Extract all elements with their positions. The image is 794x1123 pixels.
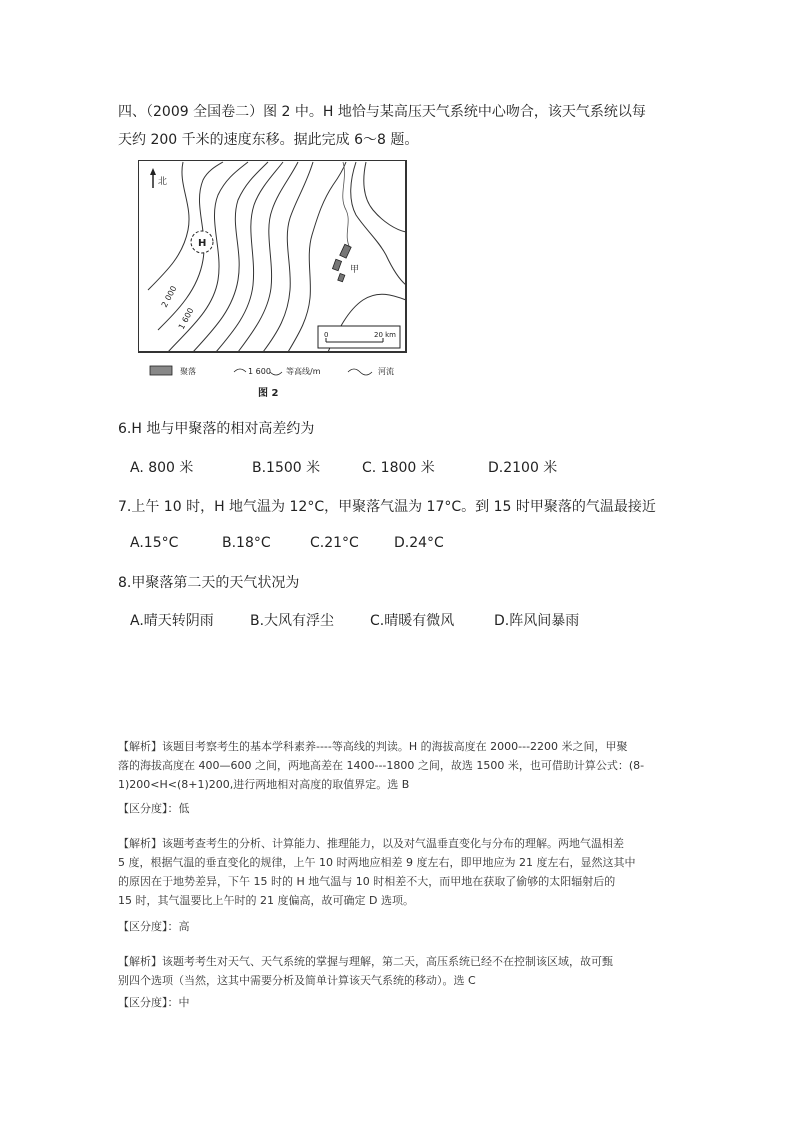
analysis-line: 15 时，其气温要比上午时的 21 度偏高，故可确定 D 选项。 <box>118 894 414 907</box>
q8-option-c[interactable]: C.晴暖有微风 <box>370 613 455 629</box>
settlement-jia <box>332 244 351 281</box>
analysis-8 <box>118 952 680 990</box>
analysis-6 <box>118 737 680 794</box>
scale-end: 20 km <box>374 331 397 339</box>
q6-option-c[interactable]: C. 1800 米 <box>362 460 435 476</box>
contour-label-2000: 2 000 <box>159 284 179 309</box>
q8-option-b[interactable]: B.大风有浮尘 <box>250 613 335 629</box>
question-6-stem: 6.H 地与甲聚落的相对高差约为 <box>118 421 315 437</box>
legend-settlement-swatch <box>150 366 172 375</box>
contour-label-1600: 1 600 <box>176 306 196 331</box>
q7-option-b[interactable]: B.18°C <box>222 535 271 551</box>
analysis-7-level: 【区分度】：高 <box>118 920 190 933</box>
analysis-line: 5 度，根据气温的垂直变化的规律，上午 10 时两地应相差 9 度左右，即甲地应为 21 度左右，显然这其中 <box>118 856 636 869</box>
north-arrowhead-icon <box>150 168 156 175</box>
river-line <box>343 162 350 248</box>
analysis-line: 1)200<H<(8+1)200,进行两地相对高度的取值界定。选 B <box>118 778 410 791</box>
legend-river: 河流 <box>378 367 394 376</box>
q6-option-b[interactable]: B.1500 米 <box>252 460 321 476</box>
question-intro <box>118 98 678 154</box>
analysis-8-level: 【区分度】：中 <box>118 996 190 1009</box>
figure-caption: 图 2 <box>258 388 279 399</box>
q6-option-d[interactable]: D.2100 米 <box>488 460 558 476</box>
legend-contour: 等高线/m <box>286 367 321 376</box>
analysis-line: 别四个选项（当然，这其中需要分析及简单计算该天气系统的移动）。选 C <box>118 974 476 987</box>
analysis-line: 落的海拔高度在 400—600 之间，两地高差在 1400---1800 之间，故选 1500 米，也可借助计算公式：(8- <box>118 759 645 772</box>
q7-option-a[interactable]: A.15°C <box>130 535 179 551</box>
analysis-line: 【解析】该题目考察考生的基本学科素养----等高线的判读。H 的海拔高度在 2000---2200 米之间，甲聚 <box>118 740 628 753</box>
contour-map-figure <box>138 160 408 405</box>
analysis-line: 【解析】该题考考生对天气、天气系统的掌握与理解，第二天，高压系统已经不在控制该区域，故可甄 <box>118 955 613 968</box>
legend-settlement: 聚落 <box>180 367 196 376</box>
intro-line-1: 四、（2009 全国卷二）图 2 中。H 地恰与某高压天气系统中心吻合，该天气系统以每 <box>118 104 646 120</box>
h-label: H <box>198 238 207 249</box>
q7-option-d[interactable]: D.24°C <box>394 535 444 551</box>
question-8-stem: 8.甲聚落第二天的天气状况为 <box>118 575 300 591</box>
q7-option-c[interactable]: C.21°C <box>310 535 359 551</box>
q8-option-d[interactable]: D.阵风间暴雨 <box>494 613 580 629</box>
legend-contour-value: 1 600 <box>248 367 271 376</box>
analysis-line: 【解析】该题考查考生的分析、计算能力、推理能力，以及对气温垂直变化与分布的理解。两地气温相差 <box>118 837 624 850</box>
q8-option-a[interactable]: A.晴天转阴雨 <box>130 613 214 629</box>
scale-zero: 0 <box>324 331 329 339</box>
q6-option-a[interactable]: A. 800 米 <box>130 460 194 476</box>
contour-map <box>138 160 408 405</box>
analysis-7 <box>118 834 680 910</box>
intro-line-2: 天约 200 千米的速度东移。据此完成 6～8 题。 <box>118 132 419 148</box>
jia-label: 甲 <box>350 265 360 275</box>
question-7-stem: 7.上午 10 时，H 地气温为 12°C，甲聚落气温为 17°C。到 15 时甲聚落的气温最接近 <box>118 499 656 515</box>
analysis-line: 的原因在于地势差异，下午 15 时的 H 地气温与 10 时相差不大，而甲地在获取了偷够的太阳辐射后的 <box>118 875 616 888</box>
analysis-6-level: 【区分度】：低 <box>118 802 190 815</box>
north-label: 北 <box>158 177 168 187</box>
